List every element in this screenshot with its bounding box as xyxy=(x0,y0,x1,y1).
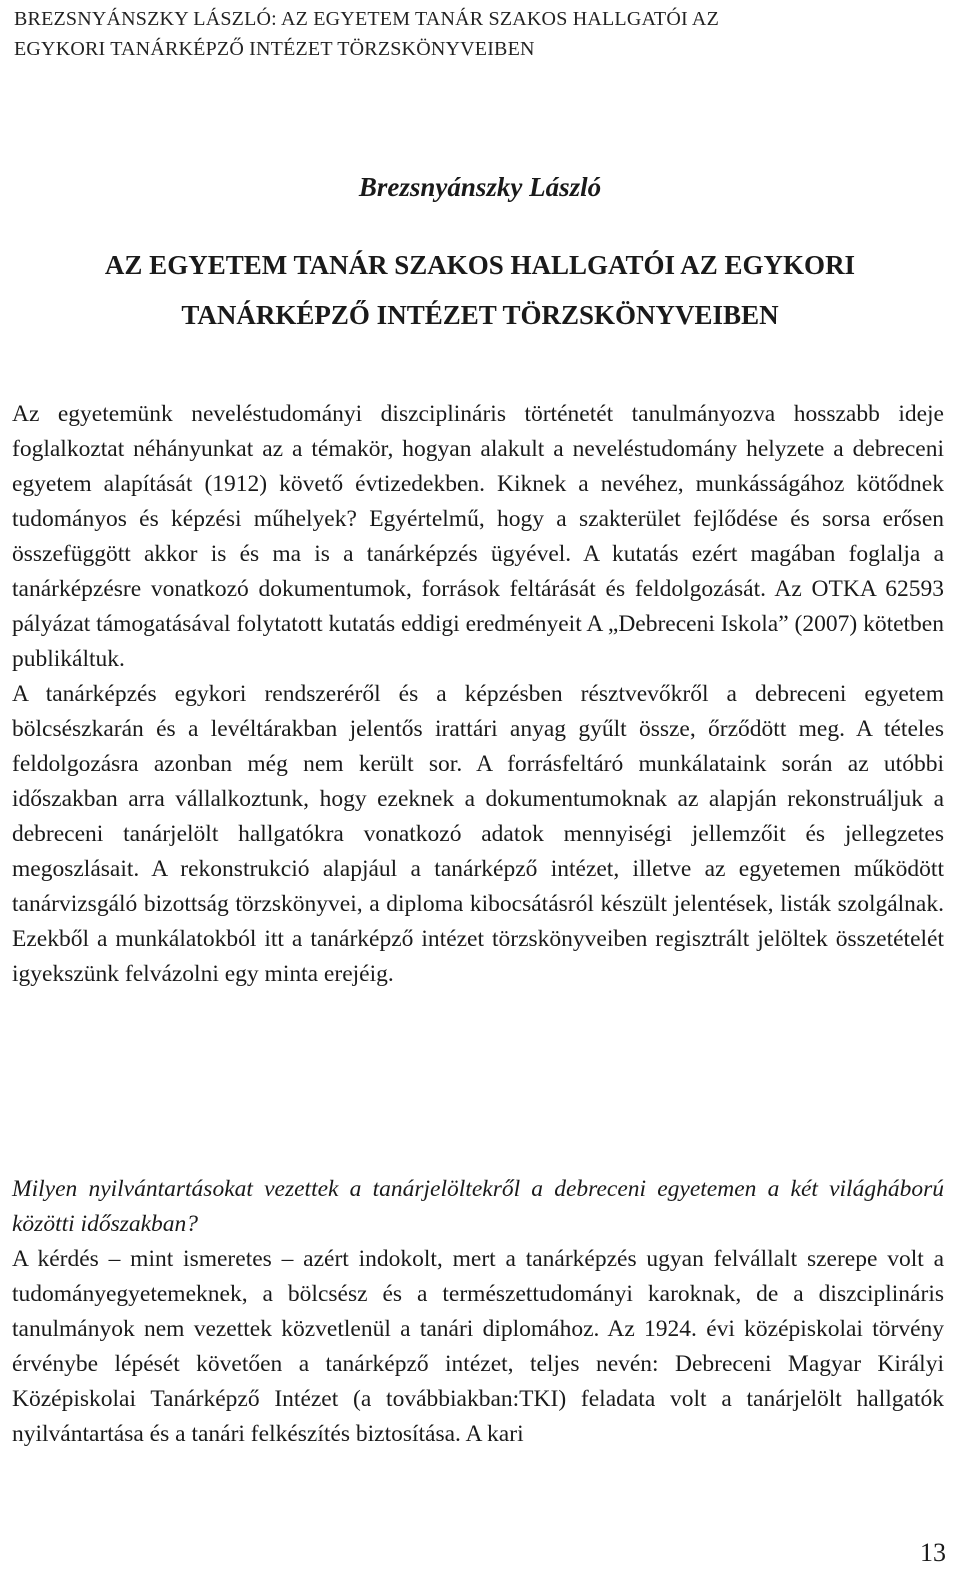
page-number: 13 xyxy=(920,1538,946,1567)
intro-section xyxy=(12,397,944,992)
paragraph-2: A tanárképzés egykori rendszeréről és a képzésben résztvevőkről a debreceni egyetem bölcsészkarán és a levéltárakban jelentős irattári anyag gyűlt össze, őrződött meg. A tételes feldolgozásra azonban még nem került sor. A forrásfeltáró munkálataink során az utóbbi időszakban arra vállalkoztunk, hogy ezeknek a dokumentumoknak az alapján rekonstruáljuk a debreceni tanárjelölt hallgatókra vonatkozó adatok mennyiségi jellemzőit és jellegzetes megoszlásait. A rekonstrukció alapjául a tanárképző intézet, illetve az egyetemen működött tanárvizsgáló bizottság törzskönyvei, a diploma kibocsátásról készült jelentések, listák szolgálnak. Ezekből a munkálatokból itt a tanárképző intézet törzskönyveiben regisztrált jelöltek összetételét igyekszünk felvázolni egy minta erejéig. xyxy=(12,681,944,987)
running-header xyxy=(14,4,934,64)
paragraph-1: Az egyetemünk neveléstudományi diszciplináris történetét tanulmányozva hosszabb ideje foglalkoztat néhányunkat az a témakör, hogyan alakult a neveléstudomány helyzete a debreceni egyetem alapítását (1912) követő évtizedekben. Kiknek a nevéhez, munkásságához kötődnek tudományos és képzési műhelyek? Egyértelmű, hogy a szakterület fejlődése és sorsa erősen összefüggött akkor is és ma is a tanárképzés ügyével. A kutatás ezért magában foglalja a tanárképzésre vonatkozó dokumentumok, források feltárását és feldolgozását. Az OTKA 62593 pályázat támogatásával folytatott kutatás eddigi eredményeit A „Debreceni Iskola” (2007) kötetben publikáltuk. xyxy=(12,401,944,672)
running-header-line-1: BREZSNYÁNSZKY LÁSZLÓ: AZ EGYETEM TANÁR SZAKOS HALLGATÓI AZ xyxy=(14,8,719,30)
paragraph-3: A kérdés – mint ismeretes – azért indokolt, mert a tanárképzés ugyan felvállalt szerepe volt a tudományegyetemeknek, a bölcsész és a természettudományi karoknak, de a diszciplináris tanulmányok nem vezettek közvetlenül a tanári diplomához. Az 1924. évi középiskolai törvény érvénybe lépését követően a tanárképző intézet, teljes nevén: Debreceni Magyar Királyi Középiskolai Tanárképző Intézet (a továbbiakban:TKI) feladata volt a tanárjelölt hallgatók nyilvántartása és a tanári felkészítés biztosítása. A kari xyxy=(12,1246,944,1447)
article-title xyxy=(0,240,960,340)
article-title-line-1: AZ EGYETEM TANÁR SZAKOS HALLGATÓI AZ EGYKORI xyxy=(104,250,856,280)
question-section xyxy=(12,1172,944,1452)
running-header-line-2: EGYKORI TANÁRKÉPZŐ INTÉZET TÖRZSKÖNYVEIBEN xyxy=(14,38,535,60)
section-question: Milyen nyilvántartásokat vezettek a tanárjelöltekről a debreceni egyetemen a két világháború közötti időszakban? xyxy=(12,1176,944,1237)
author-name: Brezsnyánszky László xyxy=(358,172,602,202)
article-title-line-2: TANÁRKÉPZŐ INTÉZET TÖRZSKÖNYVEIBEN xyxy=(181,300,779,330)
